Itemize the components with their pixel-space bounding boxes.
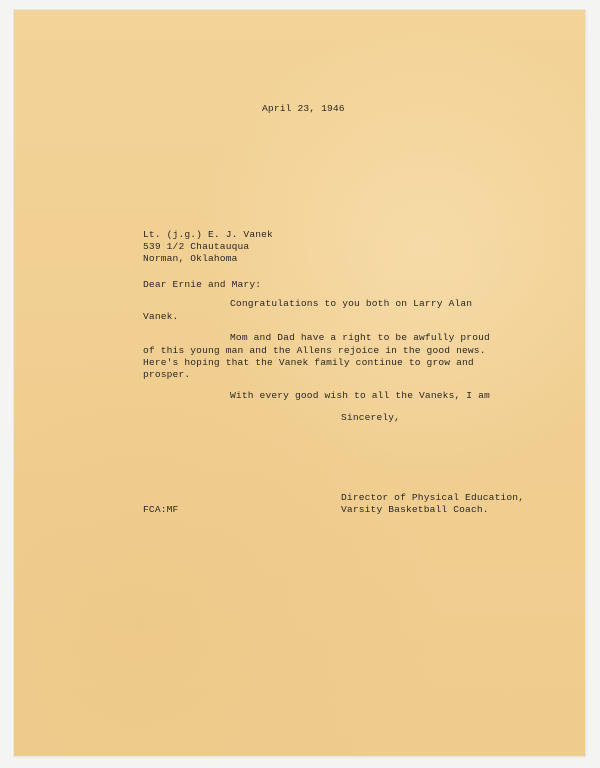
paragraph-line: of this young man and the Allens rejoice in the good news. bbox=[143, 345, 486, 356]
signature-title-line: Director of Physical Education, bbox=[341, 492, 525, 503]
paragraph-line: prosper. bbox=[143, 369, 191, 380]
paragraph-good-wish: With every good wish to all the Vaneks, I am bbox=[230, 390, 490, 401]
paragraph-line: Mom and Dad have a right to be awfully proud bbox=[230, 332, 490, 343]
salutation: Dear Ernie and Mary: bbox=[143, 279, 262, 290]
paragraph-line: Congratulations to you both on Larry Alan bbox=[230, 298, 473, 309]
signature-title-line: Varsity Basketball Coach. bbox=[341, 504, 489, 515]
address-line: 539 1/2 Chautauqua bbox=[143, 241, 250, 252]
paragraph-line: Here's hoping that the Vanek family continue to grow and bbox=[143, 357, 474, 368]
address-line: Lt. (j.g.) E. J. Vanek bbox=[143, 229, 273, 240]
address-line: Norman, Oklahoma bbox=[143, 253, 238, 264]
closing: Sincerely, bbox=[341, 412, 401, 423]
letter-page bbox=[14, 10, 585, 756]
typist-initials: FCA:MF bbox=[143, 504, 179, 515]
paragraph-line: Vanek. bbox=[143, 311, 179, 322]
letter-date: April 23, 1946 bbox=[262, 103, 345, 114]
